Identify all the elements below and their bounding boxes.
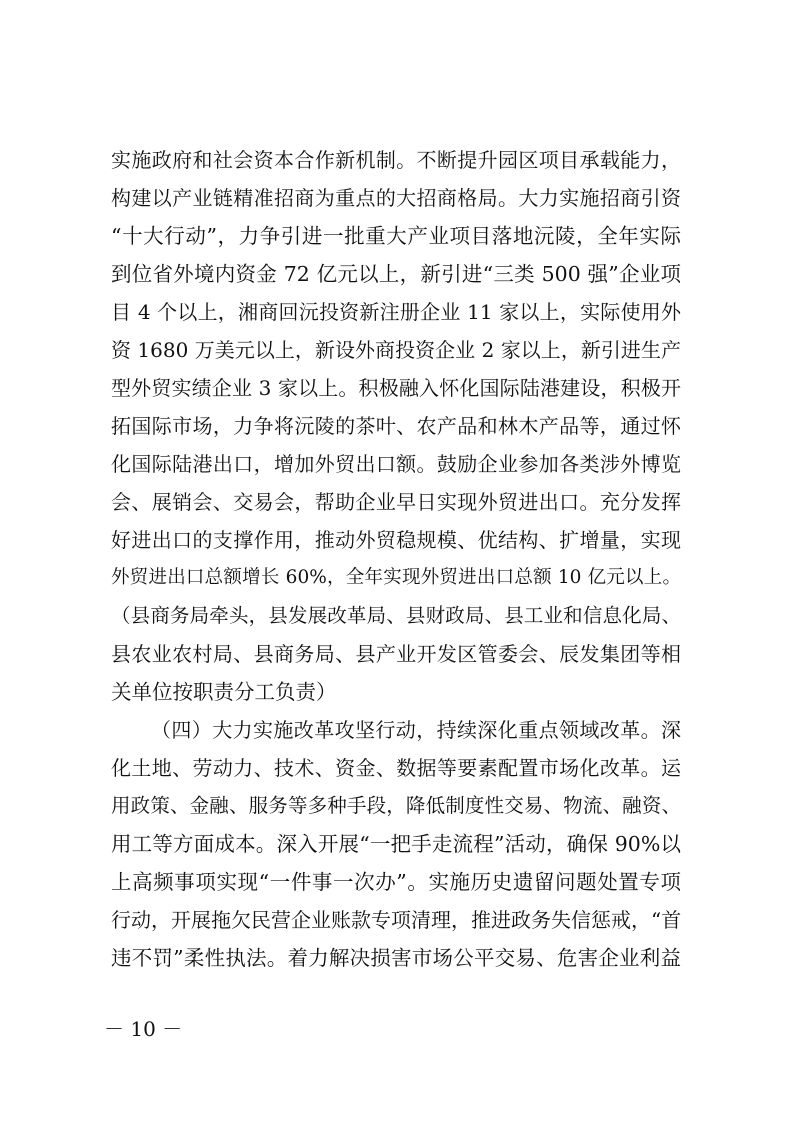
body-text-line: 外贸进出口总额增长 60%，全年实现外贸进出口总额 10 亿元以上。 (111, 567, 681, 588)
page-number: － 10 － (104, 1017, 183, 1041)
body-text-line: 资 1680 万美元以上，新设外商投资企业 2 家以上，新引进生产 (111, 338, 681, 362)
body-text-line: 县农业农村局、县商务局、县产业开发区管委会、辰发集团等相 (111, 642, 681, 666)
section-heading-line: （四）大力实施改革攻坚行动，持续深化重点领域改革。深 (151, 718, 681, 742)
body-text-line: 上高频事项实现“一件事一次办”。实施历史遗留问题处置专项 (111, 870, 681, 894)
body-text-line: 实施政府和社会资本合作新机制。不断提升园区项目承载能力， (111, 148, 681, 172)
body-text-line: 化国际陆港出口，增加外贸出口额。鼓励企业参加各类涉外博览 (111, 452, 681, 476)
body-text-line: 用政策、金融、服务等多种手段，降低制度性交易、物流、融资、 (111, 794, 681, 817)
body-text-line: 拓国际市场，力争将沅陵的茶叶、农产品和林木产品等，通过怀 (111, 414, 681, 438)
body-text-line: 关单位按职责分工负责） (111, 680, 337, 704)
body-text-line: 好进出口的支撑作用，推动外贸稳规模、优结构、扩增量，实现 (111, 528, 681, 552)
body-text-line: 违不罚”柔性执法。着力解决损害市场公平交易、危害企业利益 (111, 946, 681, 970)
body-text-line: 会、展销会、交易会，帮助企业早日实现外贸进出口。充分发挥 (111, 490, 681, 514)
body-text-line: “十大行动”，力争引进一批重大产业项目落地沅陵，全年实际 (111, 224, 681, 248)
body-text-line: 化土地、劳动力、技术、资金、数据等要素配置市场化改革。运 (111, 756, 681, 780)
body-text-line: 用工等方面成本。深入开展“一把手走流程”活动，确保 90%以 (111, 832, 681, 856)
body-text-line: 型外贸实绩企业 3 家以上。积极融入怀化国际陆港建设，积极开 (111, 376, 681, 400)
body-text-line: 构建以产业链精准招商为重点的大招商格局。大力实施招商引资 (111, 186, 681, 210)
body-text-line: （县商务局牵头，县发展改革局、县财政局、县工业和信息化局、 (111, 604, 681, 627)
body-text-line: 到位省外境内资金 72 亿元以上，新引进“三类 500 强”企业项 (111, 262, 681, 286)
body-text-line: 目 4 个以上，湘商回沅投资新注册企业 11 家以上，实际使用外 (111, 300, 681, 324)
body-text-line: 行动，开展拖欠民营企业账款专项清理，推进政务失信惩戒，“首 (111, 908, 681, 932)
